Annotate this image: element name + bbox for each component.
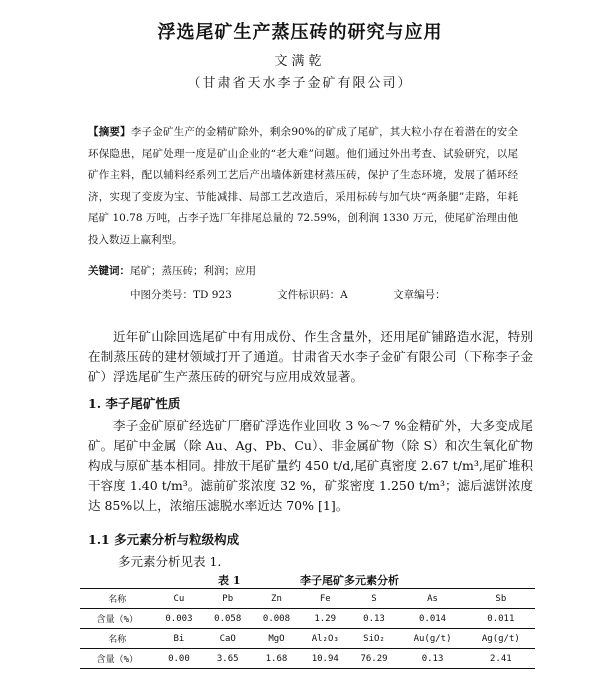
abstract <box>88 122 518 251</box>
table-cell: 3.65 <box>203 649 252 669</box>
table-cell: 0.058 <box>203 609 252 629</box>
element-analysis-table <box>80 588 535 669</box>
classification-line <box>130 287 550 302</box>
table-cell: 0.00 <box>155 649 204 669</box>
table-cell: Bi <box>155 629 204 649</box>
table-cell: CaO <box>203 629 252 649</box>
table-cell: Sb <box>467 589 535 609</box>
table-cell: 0.13 <box>398 649 466 669</box>
table-cell: 10.94 <box>301 649 350 669</box>
table-cell: 76.29 <box>350 649 399 669</box>
abstract-label: 【摘要】 <box>88 126 131 138</box>
section-1-1-paragraph: 多元素分析见表 1. <box>118 554 222 569</box>
table-cell: S <box>350 589 399 609</box>
document-code: 文件标识码：A <box>277 289 348 301</box>
keywords <box>88 263 256 278</box>
table-cell: 1.29 <box>301 609 350 629</box>
table-cell: Ag(g/t) <box>467 629 535 649</box>
table-cell: 名称 <box>80 629 155 649</box>
author-name: 文满乾 <box>274 54 326 69</box>
paper-title: 浮选尾矿生产蒸压砖的研究与应用 <box>157 22 443 43</box>
table-cell: 含量（%） <box>80 609 155 629</box>
table-cell: Fe <box>301 589 350 609</box>
table-cell: 名称 <box>80 589 155 609</box>
table-cell: As <box>398 589 466 609</box>
table-row <box>80 609 535 629</box>
table-cell: SiO₂ <box>350 629 399 649</box>
article-number: 文章编号： <box>393 289 446 301</box>
abstract-text: 李子金矿生产的金精矿除外，剩余90%的矿成了尾矿，其大粒小存在着潜在的安全环保隐患，尾矿处理一度是矿山企业的“老大难”问题。他们通过外出考查、试验研究，以尾矿作主料，配以辅料经系列工艺后产出墙体新建材蒸压砖，保护了生态环境，发展了循环经济，实现了变废为宝、节能减排、局部工艺改造后，采用标砖与加气块“两条腿”走路，年耗尾矿 10.78 万吨，占李子选厂年排尾总量的 72.59%，创利润 1330 万元，使尾矿治理由他投入数迈上赢利型。 <box>88 126 518 246</box>
table-row <box>80 629 535 649</box>
table-cell: 0.014 <box>398 609 466 629</box>
table-cell: MgO <box>252 629 301 649</box>
section-1-paragraph: 李子金矿原矿经选矿厂磨矿浮选作业回收 3 %～7 %金精矿外，大多变成尾矿。尾矿中金属（除 Au、Ag、Pb、Cu）、非金属矿物（除 S）和次生氧化矿物构成与原矿基本相同。排放干尾矿量约 450 t/d,尾矿真密度 2.67 t/m³,尾矿堆积干容度 1.40 t/m³。滤前矿浆浓度 32 %，矿浆密度 1.250 t/m³；滤后滤饼浓度达 85%以上，浓缩压滤脱水率近达 70% [1]。 <box>88 418 533 513</box>
table-cell: Cu <box>155 589 204 609</box>
table-cell: 0.13 <box>350 609 399 629</box>
table-cell: 2.41 <box>467 649 535 669</box>
table-number: 表 1 <box>218 574 241 587</box>
keywords-label: 关键词： <box>88 265 130 277</box>
section-1-heading: 1. 李子尾矿性质 <box>88 396 181 411</box>
table-cell: 含量（%） <box>80 649 155 669</box>
author-affiliation: （甘肃省天水李子金矿有限公司） <box>187 76 413 91</box>
table-cell: Zn <box>252 589 301 609</box>
table-cell: 0.003 <box>155 609 204 629</box>
section-1-1-heading: 1.1 多元素分析与粒级构成 <box>88 532 240 547</box>
table-cell: Pb <box>203 589 252 609</box>
keywords-text: 尾矿；蒸压砖；利润；应用 <box>130 265 256 277</box>
intro-paragraph: 近年矿山除回选尾矿中有用成份、作生含量外，还用尾矿铺路造水泥，特别在制蒸压砖的建材领域打开了通道。甘肃省天水李子金矿有限公司（下称李子金矿）浮选尾矿生产蒸压砖的研究与应用成效显著。 <box>88 329 533 384</box>
table-title: 李子尾矿多元素分析 <box>300 574 399 587</box>
clc-number: 中图分类号：TD 923 <box>130 289 232 301</box>
table-cell: Au(g/t) <box>398 629 466 649</box>
table-row <box>80 589 535 609</box>
table-cell: Al₂O₃ <box>301 629 350 649</box>
table-cell: 0.008 <box>252 609 301 629</box>
table-cell: 1.68 <box>252 649 301 669</box>
table-cell: 0.011 <box>467 609 535 629</box>
table-row <box>80 649 535 669</box>
